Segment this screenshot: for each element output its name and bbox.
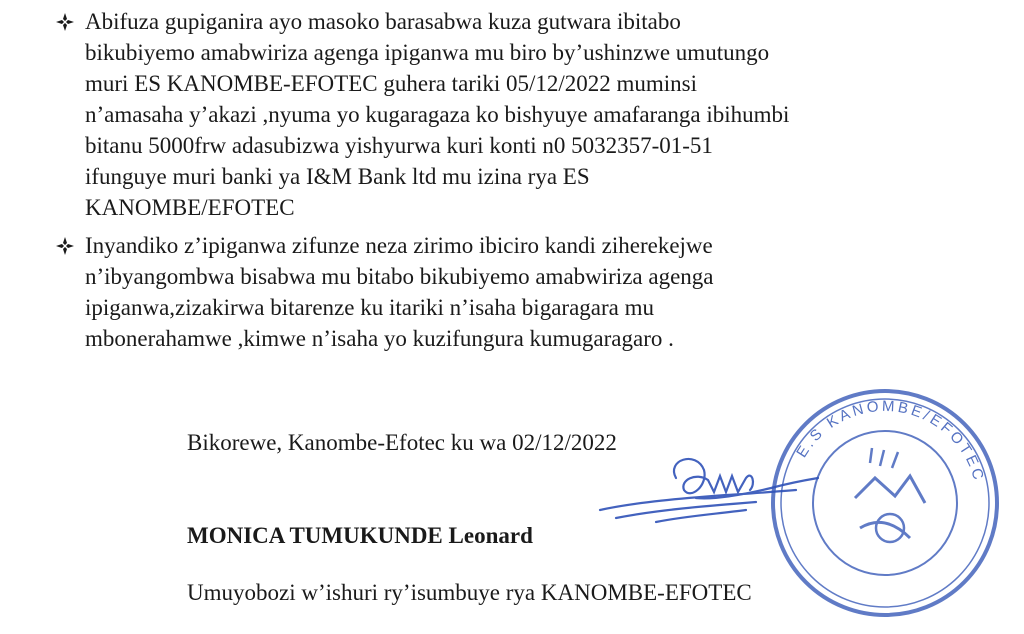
diamond-bullet-icon [55, 236, 75, 256]
text-line: Inyandiko z’ipiganwa zifunze neza zirimo ibiciro kandi ziherekejwe [85, 233, 713, 258]
signatory-title: Umuyobozi w’ishuri ry’isumbuye rya KANOMBE-EFOTEC [187, 580, 752, 605]
text-line: n’amasaha y’akazi ,nyuma yo kugaragaza ko bishyuye amafaranga ibihumbi [85, 102, 790, 127]
diamond-bullet-icon [55, 12, 75, 32]
bullet-text [85, 6, 789, 223]
handwritten-signature [596, 440, 836, 550]
text-line: ifunguye muri banki ya I&M Bank ltd mu izina rya ES [85, 164, 590, 189]
text-line: muri ES KANOMBE-EFOTEC guhera tariki 05/12/2022 muminsi [85, 71, 698, 96]
text-line: ipiganwa,zizakirwa bitarenze ku itariki n’isaha bigaragara mu [85, 295, 654, 320]
signatory-name: MONICA TUMUKUNDE Leonard [187, 523, 533, 548]
date-line: Bikorewe, Kanombe-Efotec ku wa 02/12/2022 [187, 430, 617, 455]
text-line: Abifuza gupiganira ayo masoko barasabwa kuza gutwara ibitabo [85, 9, 681, 34]
stamp-ring-text: E.S KANOMBE/EFOTEC [793, 397, 988, 485]
text-line: bikubiyemo amabwiriza agenga ipiganwa mu biro by’ushinzwe umutungo [85, 40, 770, 65]
text-line: mbonerahamwe ,kimwe n’isaha yo kuzifungura kumugaragaro . [85, 326, 674, 351]
text-line: KANOMBE/EFOTEC [85, 195, 295, 220]
text-line: bitanu 5000frw adasubizwa yishyurwa kuri konti n0 5032357-01-51 [85, 133, 713, 158]
bullet-text [85, 230, 714, 354]
text-line: n’ibyangombwa bisabwa mu bitabo bikubiyemo amabwiriza agenga [85, 264, 714, 289]
